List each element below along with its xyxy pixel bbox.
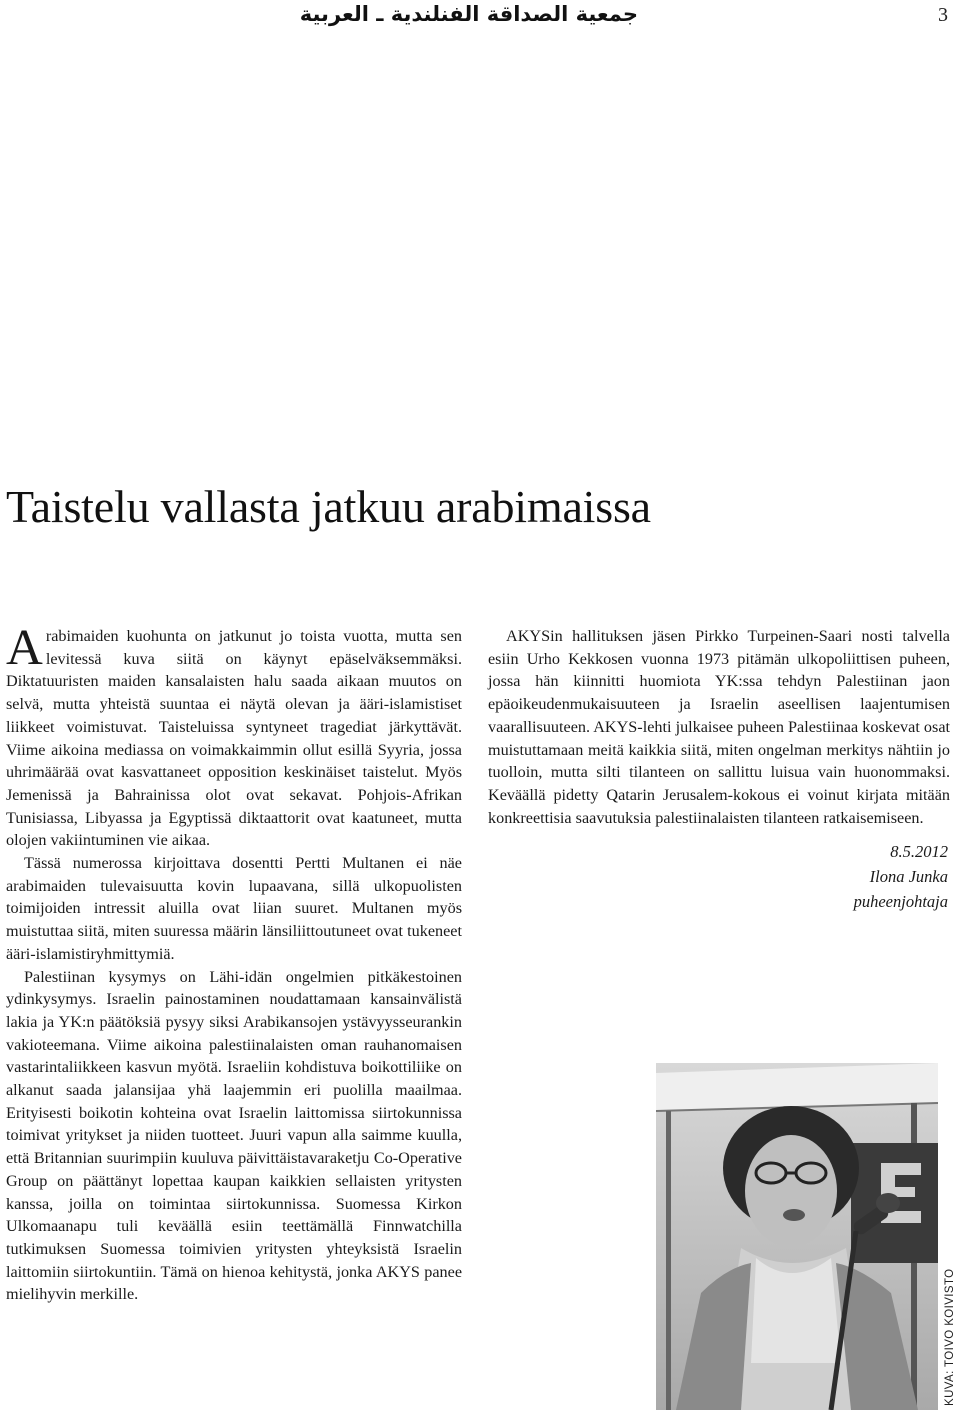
article-paragraph: Palestiinan kysymys on Lähi-idän ongelmien pitkäkestoinen ydinkysymys. Israelin painostaminen noudattamaan kansainvälistä lakia ja YK:n päätöksiä pysyy siksi Arabikansojen ystävyysseurankin vakioteemana. Viime aikoina palestiinalaisten oman rauhanomaisen vastarintaliikkeen kasvun myötä. Israeliin kohdistuva boikottiliike on alkanut saada jalansijaa yhä laajemmin eri puolilla maailmaa. Erityisesti boikotin kohteina ovat Israelin laittomissa siirtokunnissa toimivat yritykset ja niiden tuotteet. Juuri vapun alla saimme kuulla, että Britannian suurimpiin kuuluva päivittäistavaraketju Co-Operative Group on päättänyt lopettaa kaupan kaikkien sellaisten yritysten kanssa, joilla on toimintaa siirtokunnissa. Suomessa Kirkon Ulkomaanapu tuli keväällä esiin teettämällä Finnwatchilla tutkimuksen Suomessa toimivien yritysten yhteyksistä Israelin laittomiin siirtokuntiin. Tämä on hienoa kehitystä, jonka AKYS panee mielihyvin merkille. [6, 967, 462, 1304]
signoff-name: Ilona Junka [869, 867, 948, 887]
article-paragraph: AKYSin hallituksen jäsen Pirkko Turpeinen-Saari nosti talvella esiin Urho Kekkosen vuonna 1973 pitämän ulkopoliittisen puheen, jossa hän kiinnitti huomiota YK:ssa tehdyn Palestiinan jaon epäoikeudenmukaisuuteen ja Israelin aseellisen laajentumisen vaarallisuuteen. AKYS-lehti julkaisee puheen Palestiinaa koskevat osat muistuttamaan meitä kaikkia siitä, miten ongelman merkitys nähtiin jo tuolloin, mutta silti tilanteen on sallittu luisua vain huonommaksi. Keväällä pidetty Qatarin Jerusalem-kokous ei voinut kirjata mitään konkreettisia saavutuksia palestiinalaisten tilanteen ratkaisemiseen. [488, 627, 950, 827]
article-column-right [488, 625, 950, 914]
article-paragraph: Tässä numerossa kirjoittava dosentti Pertti Multanen ei näe arabimaiden tulevaisuutta kovin lupaavana, sillä ulkopuolisten toimijoiden intressit aluilla ovat liian suuret. Multanen myös muistuttaa siitä, miten suuressa määrin länsiliittoutuneet ovat tukeneet ääri-islamistiryhmittymiä. [6, 854, 462, 963]
speaker-photo [656, 1063, 938, 1410]
photo-credit [940, 1268, 960, 1410]
photo-credit-text: KUVA: TOIVO KOIVISTO [944, 1268, 956, 1406]
article-column-left [6, 620, 462, 1306]
page-number: 3 [938, 4, 948, 26]
header-arabic-title: جمعية الصداقة الفنلندية ـ العربية [299, 2, 638, 26]
article-paragraph: Arabimaiden kuohunta on jatkunut jo toista vuotta, mutta sen levitessä kuva siitä on käynyt epäselväksemmäksi. Diktatuuristen maiden kansalaisten halu saada aikaan muutos on selvä, mutta yhteistä suuntaa ei näytä olevan ja ääri-islamistiset liikkeet voimistuvat. Taisteluissa syntyneet tragediat järkyttävät. Viime aikoina mediassa on voimakkaimmin ollut esillä Syyria, jossa uhrimäärää ovat kasvattaneet opposition keskinäiset taistelut. Myös Jemenissä ja Bahrainissa olot ovat sekavat. Pohjois-Afrikan Tunisiassa, Libyassa ja Egyptissä diktaattorit ovat kaatuneet, mutta olojen vakiintuminen vie aikaa. [6, 620, 462, 850]
article-title: Taistelu vallasta jatkuu arabimaissa [6, 481, 651, 532]
signoff [488, 839, 950, 914]
signoff-date: 8.5.2012 [890, 842, 948, 862]
signoff-role: puheenjohtaja [853, 892, 948, 912]
